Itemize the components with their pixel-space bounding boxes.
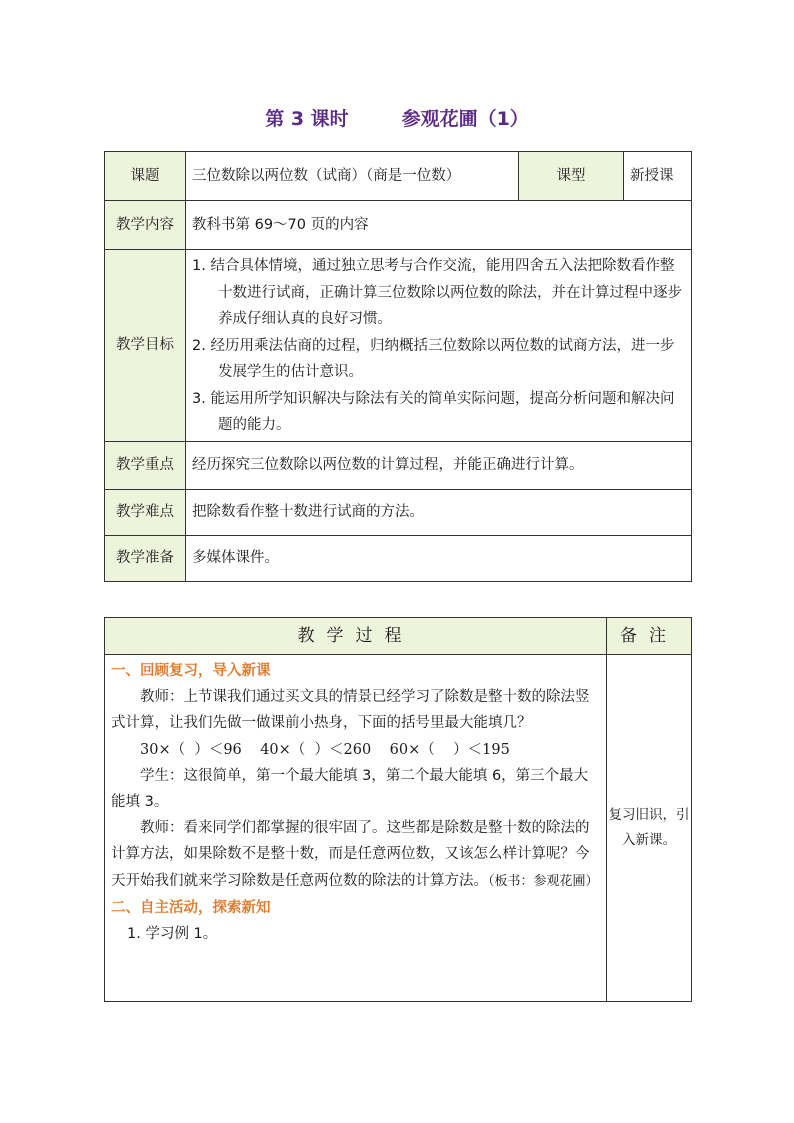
type-value: 新授课	[624, 152, 692, 201]
process-body-row	[105, 655, 692, 1002]
prep-label: 教学准备	[105, 535, 186, 581]
goals-row	[105, 250, 692, 442]
process-content	[105, 655, 607, 1002]
difficulty-row	[105, 489, 692, 535]
goals-list	[186, 250, 692, 442]
content-label: 教学内容	[105, 201, 186, 250]
process-header-row	[105, 618, 692, 655]
prep-row	[105, 535, 692, 581]
goal-item: 3. 能运用所学知识解决与除法有关的简单实际问题，提高分析问题和解决问题的能力。	[192, 390, 675, 433]
teacher-transition-text: 教师：看来同学们都掌握的很牢固了。这些都是除数是整十数的除法的计算方法，如果除数不是整十数，而是任意两位数，又该怎么样计算呢？今天开始我们就来学习除数是任意两位数的除法的计算方法。	[111, 820, 590, 889]
teacher-intro-paragraph: 教师：上节课我们通过买文具的情景已经学习了除数是整十数的除法竖式计算，让我们先做一做课前小热身，下面的括号里最大能填几？	[111, 689, 590, 732]
key-value: 经历探究三位数除以两位数的计算过程，并能正确进行计算。	[186, 441, 692, 489]
goals-label: 教学目标	[105, 250, 186, 442]
page-title: 第 3 课时 参观花圃（1）	[265, 108, 529, 130]
section-heading-2: 二、自主活动，探索新知	[111, 899, 271, 916]
goal-item: 2. 经历用乘法估商的过程，归纳概括三位数除以两位数的试商方法，进一步发展学生的估计意识。	[192, 337, 675, 380]
type-label: 课型	[519, 152, 624, 201]
key-label: 教学重点	[105, 441, 186, 489]
key-row	[105, 441, 692, 489]
difficulty-label: 教学难点	[105, 489, 186, 535]
student-answer-paragraph: 学生：这很简单，第一个最大能填 3，第二个最大能填 6，第三个最大能填 3。	[111, 767, 589, 811]
teacher-transition-paragraph	[111, 815, 600, 895]
remark-note: 复习旧识，引入新课。	[607, 655, 692, 1002]
goal-item: 1. 结合具体情境，通过独立思考与合作交流，能用四舍五入法把除数看作整十数进行试商，正确计算三位数除以两位数的除法，并在计算过程中逐步养成仔细认真的良好习惯。	[192, 258, 682, 327]
lesson-info-table	[104, 151, 692, 582]
prep-value: 多媒体课件。	[186, 535, 692, 581]
note-header: 备注	[607, 618, 692, 655]
section-heading-1: 一、回顾复习，导入新课	[111, 663, 271, 679]
topic-row	[105, 152, 692, 201]
content-value: 教科书第 69～70 页的内容	[186, 201, 692, 250]
difficulty-value: 把除数看作整十数进行试商的方法。	[186, 489, 692, 535]
blackboard-note: （板书：参观花圃）	[488, 873, 599, 889]
topic-value: 三位数除以两位数（试商）（商是一位数）	[186, 152, 519, 201]
topic-label: 课题	[105, 152, 186, 201]
content-row	[105, 201, 692, 250]
example-step: 1. 学习例 1。	[127, 926, 218, 943]
teaching-process-table	[104, 617, 692, 1002]
warmup-exercise: 30×（ ）＜96 40×（ ）＜260 60×（ ）＜195	[140, 741, 510, 758]
process-header: 教学过程	[105, 618, 607, 655]
